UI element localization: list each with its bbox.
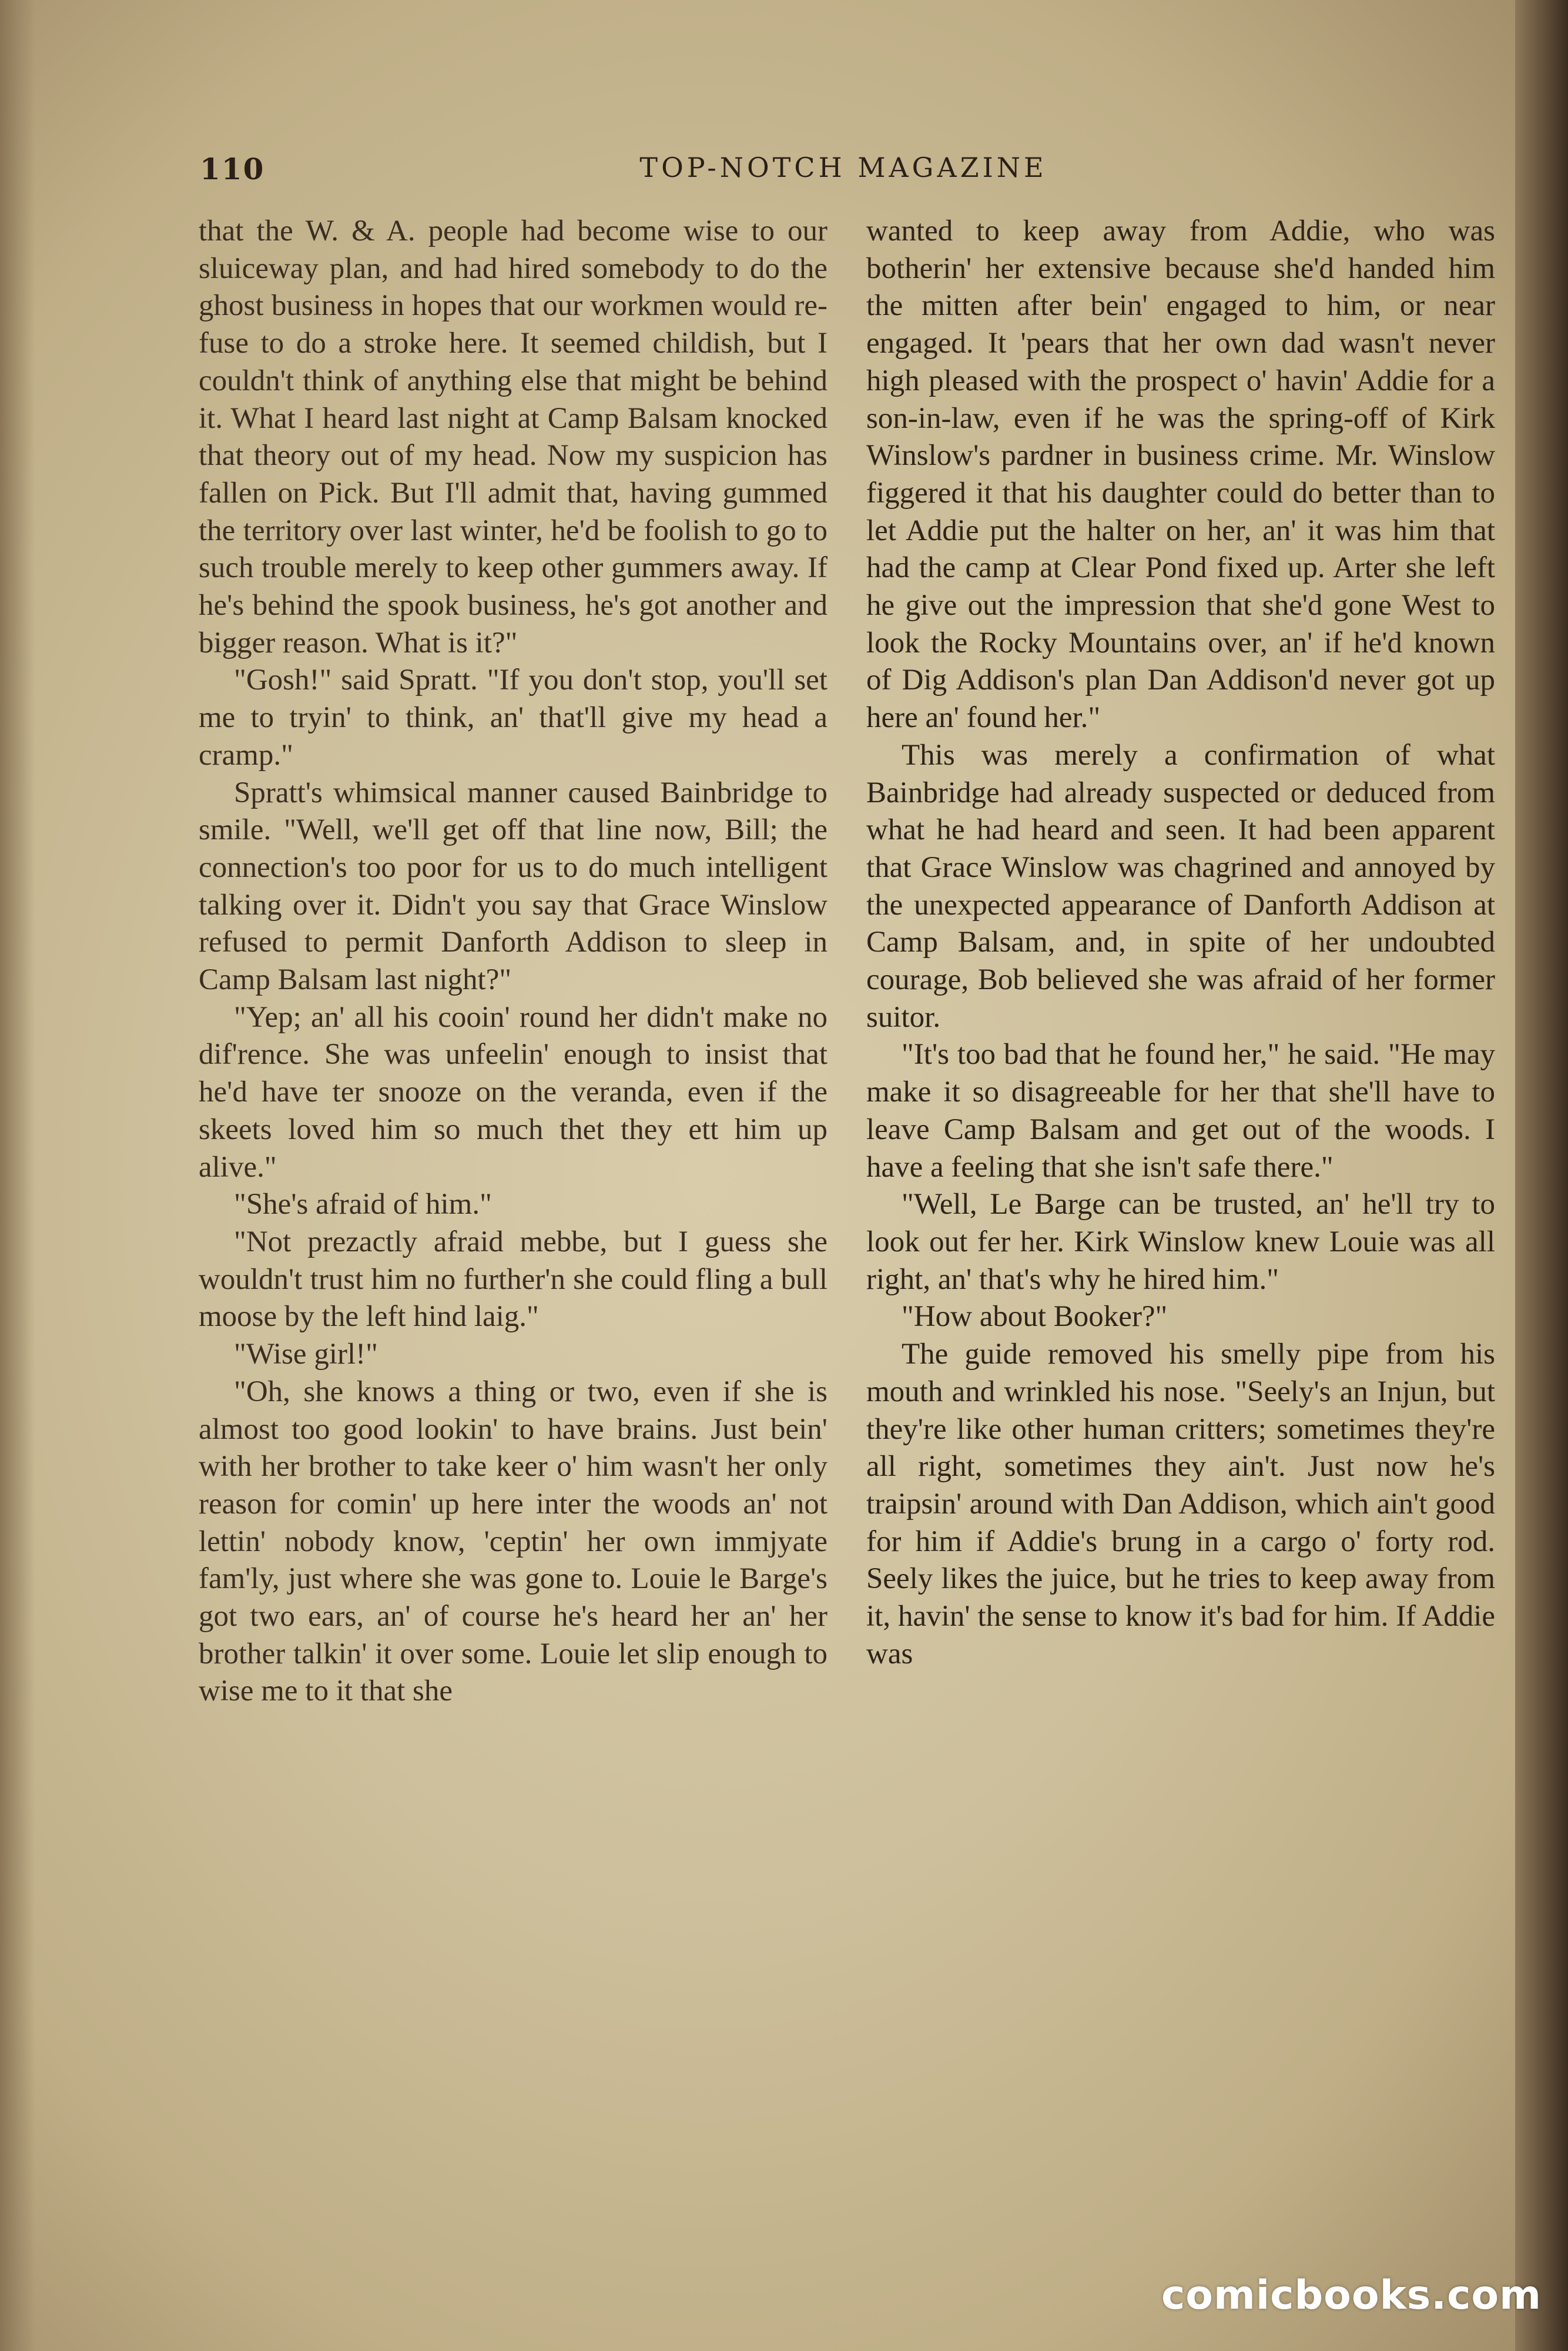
- paragraph: "How about Booker?": [902, 1300, 1168, 1334]
- paragraph: "Gosh!" said Spratt. "If you don't stop, you'll set me to tryin' to think, an' that'll give my head a cramp.": [199, 664, 827, 772]
- paragraph: "Well, Le Barge can be trusted, an' he'll try to look out fer her. Kirk Winslow knew Louie was all right, an' that's why he hired him.": [866, 1188, 1495, 1296]
- paragraph: "Yep; an' all his cooin' round her didn't make no dif'rence. She was unfeelin' enough to insist that he'd have ter snooze on the veranda, even if the skeets loved him so much thet they ett him up alive.": [199, 1000, 827, 1184]
- right-text-column: [866, 213, 1495, 1673]
- page-header: [200, 152, 1487, 199]
- paragraph: This was merely a confirmation of what Bainbridge had already suspected or deduced from what he had heard and seen. It had been apparent that Grace Winslow was chagrined and annoyed by the unexpected appearance of Danforth Addison at Camp Balsam, and, in spite of her undoubted courage, Bob believed she was afraid of her former suitor.: [866, 738, 1495, 1034]
- paragraph: "Wise girl!": [234, 1338, 378, 1371]
- paragraph: "It's too bad that he found her," he said. "He may make it so disagreeable for her that she'll have to leave Camp Balsam and get out of the woods. I have a feeling that she isn't safe there.": [866, 1038, 1495, 1184]
- paragraph: wanted to keep away from Addie, who was botherin' her extensive because she'd handed him the mitten after bein' engaged to him, or near engaged. It 'pears that her own dad wasn't never high pleased with the prospect o' havin' Addie for a son-in-law, even if he was the spring-off of Kirk Winslow's pardner in business crime. Mr. Winslow figgered it that his daughter could do better than to let Addie put the halter on her, an' it was him that had the camp at Clear Pond fixed up. Arter she left he give out the impression that she'd gone West to look the Rocky Mountains over, an' if he'd known of Dig Addison's plan Dan Addison'd never got up here an' found her.": [866, 215, 1495, 735]
- paragraph: "Oh, she knows a thing or two, even if she is almost too good lookin' to have brains. Just bein' with her brother to take keer o' him wasn't her only reason for comin' up here inter the woods an' not lettin' nobody know, 'ceptin' her own immjyate fam'ly, just where she was gone to. Louie le Barge's got two ears, an' of course he's heard her an' her brother talkin' it over some. Louie let slip enough to wise me to it that she: [199, 1375, 827, 1708]
- paragraph: "Not prezactly afraid mebbe, but I guess she wouldn't trust him no further'n she could fling a bull moose by the left hind laig.": [199, 1225, 827, 1334]
- watermark: comicbooks.com: [1161, 2272, 1542, 2319]
- running-title: TOP-NOTCH MAGAZINE: [639, 152, 1047, 183]
- left-text-column: [199, 213, 827, 1710]
- paragraph: that the W. & A. people had become wise to our sluiceway plan, and had hired somebody to do the ghost business in hopes that our workmen would refuse to do a stroke here. It seemed childish, but I couldn't think of anything else that might be behind it. What I heard last night at Camp Balsam knocked that theory out of my head. Now my suspicion has fallen on Pick. But I'll admit that, having gummed the territory over last winter, he'd be foolish to go to such trouble merely to keep other gummers away. If he's behind the spook business, he's got another and bigger reason. What is it?": [199, 215, 827, 659]
- paragraph: Spratt's whimsical manner caused Bainbridge to smile. "Well, we'll get off that line now, Bill; the connection's too poor for us to do much intelligent talking over it. Didn't you say that Grace Winslow refused to permit Danforth Addison to sleep in Camp Balsam last night?": [199, 776, 827, 997]
- page-left-edge: [0, 0, 35, 2351]
- paragraph: "She's afraid of him.": [234, 1188, 492, 1221]
- page-number: 110: [200, 152, 265, 186]
- page-right-edge: [1515, 0, 1568, 2351]
- paragraph: The guide removed his smelly pipe from his mouth and wrinkled his nose. "Seely's an Injun, but they're like other human critters; sometimes they're all right, sometimes they ain't. Just now he's traipsin' around with Dan Addison, which ain't good for him if Addie's brung in a cargo o' forty rod. Seely likes the juice, but he tries to keep away from it, havin' the sense to know it's bad for him. If Addie was: [866, 1338, 1495, 1670]
